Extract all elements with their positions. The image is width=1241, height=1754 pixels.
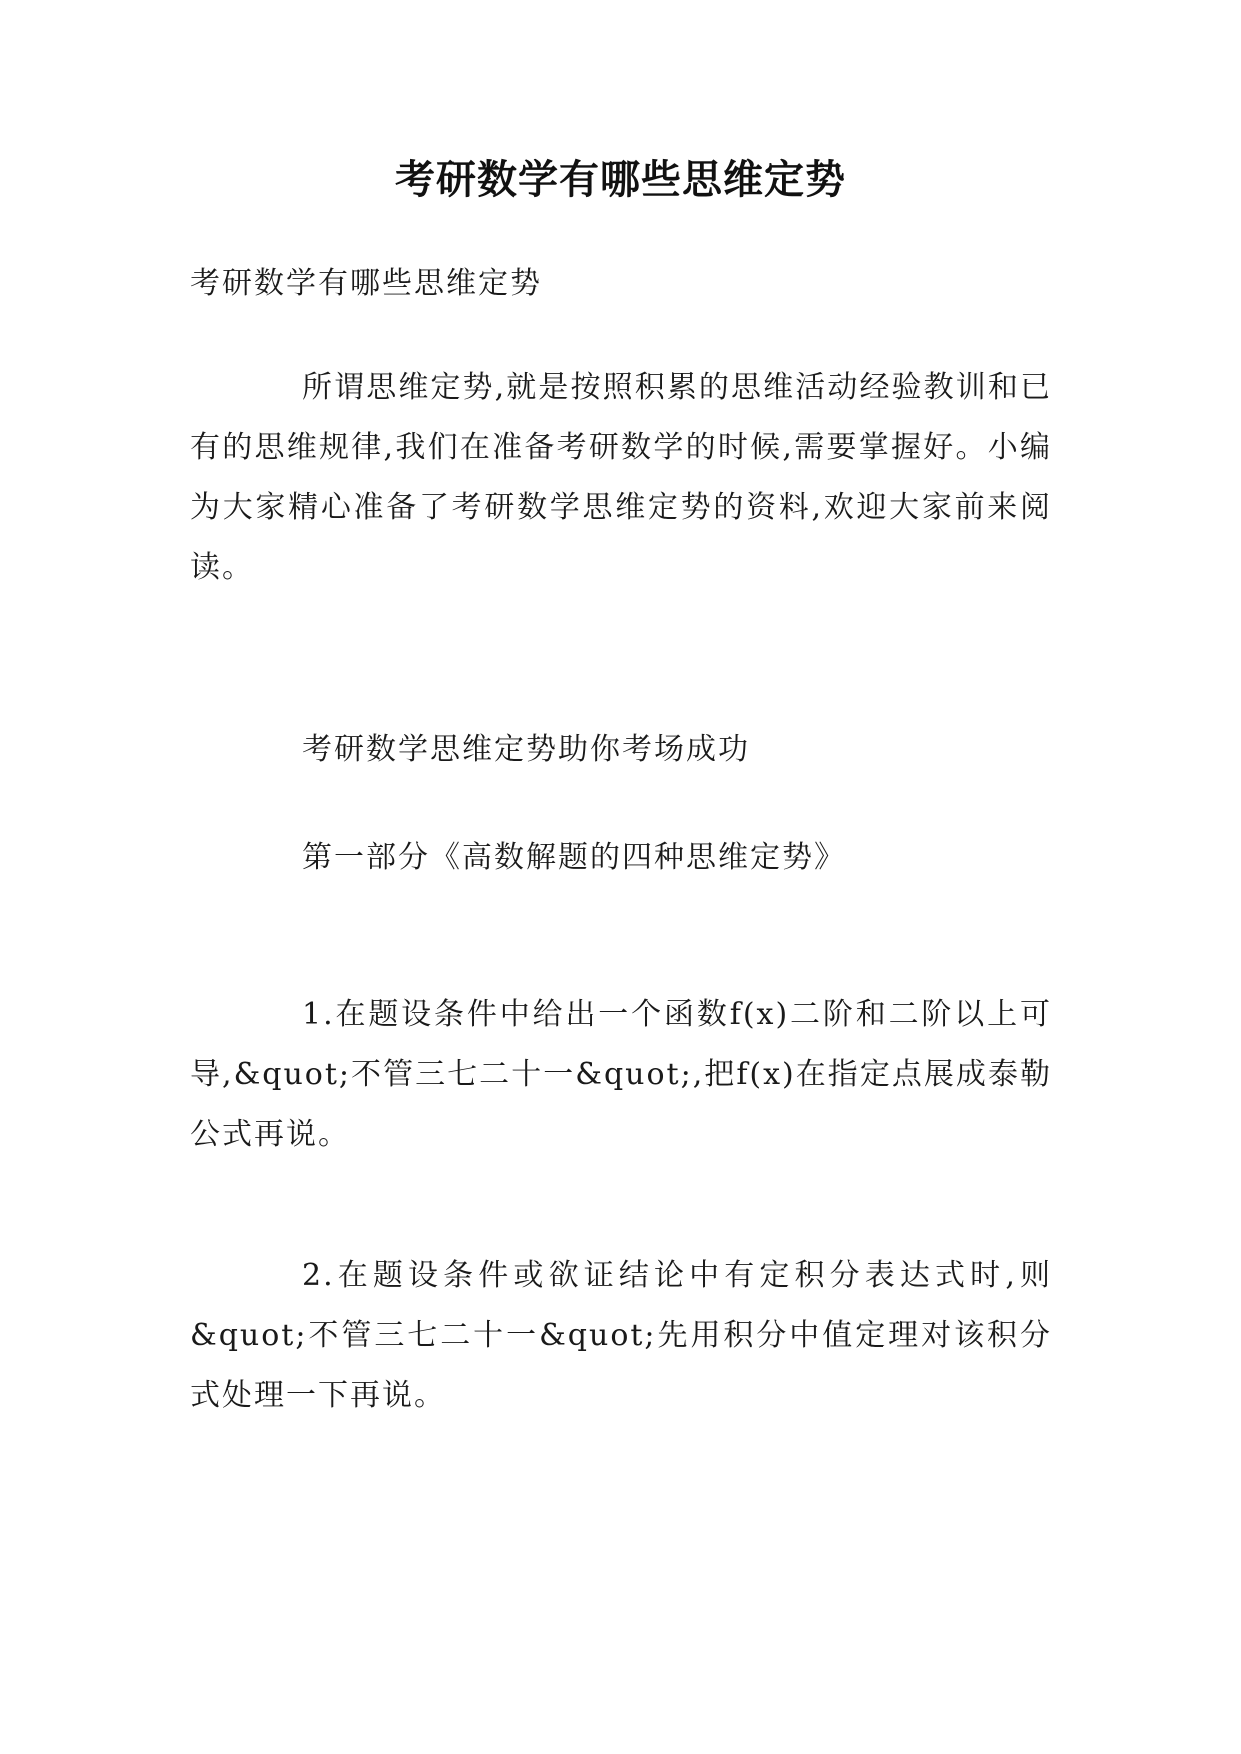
list-item-1: 1.在题设条件中给出一个函数f(x)二阶和二阶以上可导,&quot;不管三七二十一&quot;,把f(x)在指定点展成泰勒公式再说。 bbox=[190, 997, 1052, 1152]
document-title: 考研数学有哪些思维定势 bbox=[395, 156, 846, 203]
section-heading: 考研数学思维定势助你考场成功 bbox=[302, 732, 750, 767]
list-item-2: 2.在题设条件或欲证结论中有定积分表达式时,则&quot;不管三七二十一&quot;先用积分中值定理对该积分式处理一下再说。 bbox=[190, 1258, 1052, 1413]
subtitle-line: 考研数学有哪些思维定势 bbox=[190, 266, 542, 301]
intro-paragraph: 所谓思维定势,就是按照积累的思维活动经验教训和已有的思维规律,我们在准备考研数学的时候,需要掌握好。小编为大家精心准备了考研数学思维定势的资料,欢迎大家前来阅读。 bbox=[190, 370, 1052, 585]
part-heading: 第一部分《高数解题的四种思维定势》 bbox=[302, 840, 846, 875]
